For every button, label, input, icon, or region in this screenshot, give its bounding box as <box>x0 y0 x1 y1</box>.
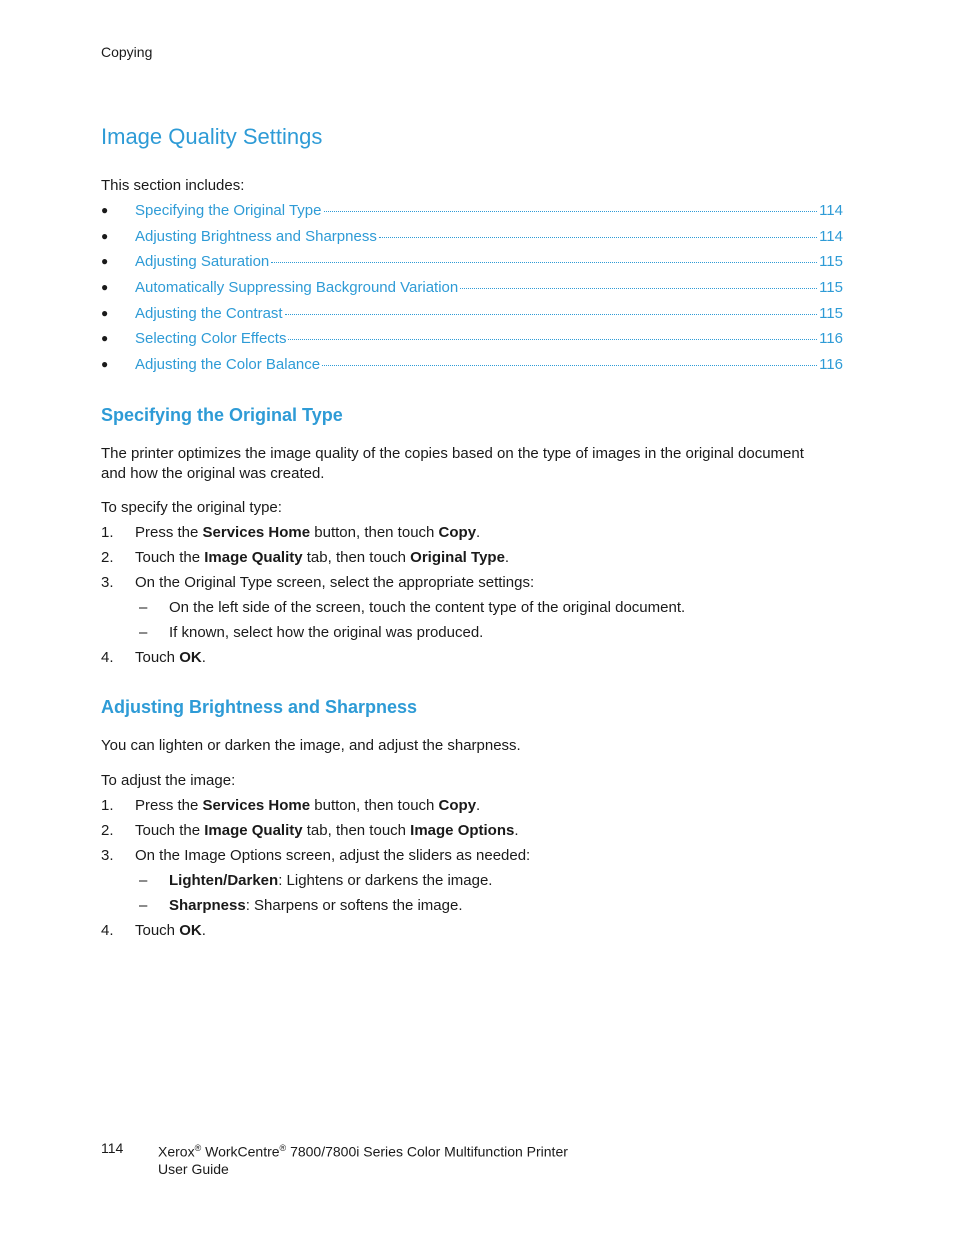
sub-step-text: If known, select how the original was produced. <box>169 624 484 641</box>
toc-label[interactable]: Selecting Color Effects <box>135 330 287 348</box>
toc-page[interactable]: 114 <box>819 227 843 245</box>
bullet-icon: ● <box>101 357 109 372</box>
step-number: 3. <box>101 847 114 864</box>
toc-leader <box>460 288 817 289</box>
footer-guide: User Guide <box>158 1160 229 1177</box>
toc-item[interactable] <box>101 356 843 382</box>
step-text: Touch OK. <box>135 922 206 939</box>
bullet-icon: ● <box>101 254 109 269</box>
section1-paragraph: The printer optimizes the image quality of the copies based on the type of images in the original document and how the original was created. <box>101 445 804 482</box>
bullet-icon: ● <box>101 305 109 320</box>
intro-text: This section includes: <box>101 177 245 194</box>
step-number: 4. <box>101 649 114 666</box>
toc-label[interactable]: Specifying the Original Type <box>135 202 322 219</box>
step-text: Touch the Image Quality tab, then touch Original Type. <box>135 549 510 566</box>
dash-icon: – <box>139 624 148 641</box>
step-text: Touch the Image Quality tab, then touch Image Options. <box>135 822 519 839</box>
bullet-icon: ● <box>101 203 109 217</box>
toc-leader <box>288 339 817 340</box>
toc-page[interactable]: 115 <box>819 279 843 297</box>
step-text: Press the Services Home button, then touch Copy. <box>135 797 481 814</box>
step-number: 2. <box>101 822 114 839</box>
section-heading-brightness-sharpness: Adjusting Brightness and Sharpness <box>101 697 418 717</box>
toc-item[interactable] <box>101 202 843 228</box>
toc-leader <box>379 237 817 238</box>
toc-label[interactable]: Adjusting the Color Balance <box>135 356 321 374</box>
toc-page[interactable]: 114 <box>819 202 843 219</box>
step-text: On the Image Options screen, adjust the sliders as needed: <box>135 847 531 864</box>
toc-list <box>101 202 843 382</box>
step-text: Touch OK. <box>135 649 206 666</box>
toc-leader <box>285 314 817 315</box>
step-text: On the Original Type screen, select the appropriate settings: <box>135 574 535 591</box>
toc-page[interactable]: 116 <box>819 330 843 348</box>
page-title: Image Quality Settings <box>101 124 323 149</box>
step-number: 1. <box>101 797 114 814</box>
sub-step-text: Sharpness: Sharpens or softens the image. <box>169 897 463 914</box>
step-number: 3. <box>101 574 114 591</box>
toc-page[interactable]: 116 <box>819 356 843 374</box>
toc-page[interactable]: 115 <box>819 304 843 322</box>
toc-label[interactable]: Automatically Suppressing Background Variation <box>135 279 459 297</box>
toc-leader <box>324 211 818 212</box>
footer-product-line: Xerox® WorkCentre® 7800/7800i Series Color Multifunction Printer <box>158 1143 568 1160</box>
section-heading-original-type: Specifying the Original Type <box>101 405 343 425</box>
toc-item[interactable] <box>101 253 843 279</box>
sub-step-text: Lighten/Darken: Lightens or darkens the image. <box>169 872 493 889</box>
running-header: Copying <box>101 44 153 60</box>
toc-label[interactable]: Adjusting Saturation <box>135 253 270 271</box>
toc-leader <box>271 262 817 263</box>
step-number: 4. <box>101 922 114 939</box>
section2-lead: To adjust the image: <box>101 772 236 789</box>
toc-item[interactable] <box>101 330 843 356</box>
toc-leader <box>322 365 817 366</box>
toc-page[interactable]: 115 <box>819 253 843 271</box>
dash-icon: – <box>139 897 148 914</box>
toc-item[interactable] <box>101 279 843 305</box>
dash-icon: – <box>139 599 148 616</box>
bullet-icon: ● <box>101 331 109 346</box>
step-number: 2. <box>101 549 114 566</box>
toc-label[interactable]: Adjusting the Contrast <box>135 304 283 322</box>
bullet-icon: ● <box>101 280 109 295</box>
footer-page-number: 114 <box>101 1140 124 1156</box>
step-text: Press the Services Home button, then touch Copy. <box>135 524 481 541</box>
bullet-icon: ● <box>101 228 109 243</box>
step-number: 1. <box>101 524 114 541</box>
section1-lead: To specify the original type: <box>101 499 282 516</box>
toc-item[interactable] <box>101 305 843 331</box>
toc-item[interactable] <box>101 228 843 254</box>
sub-step-text: On the left side of the screen, touch the content type of the original document. <box>169 599 686 616</box>
dash-icon: – <box>139 872 148 889</box>
section2-paragraph: You can lighten or darken the image, and adjust the sharpness. <box>101 737 521 754</box>
toc-label[interactable]: Adjusting Brightness and Sharpness <box>135 227 377 245</box>
footer-product-info <box>158 1140 568 1178</box>
